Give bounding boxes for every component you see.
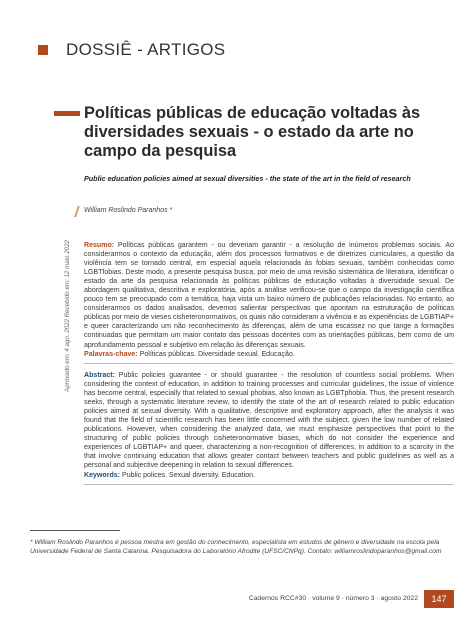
resumo-label: Resumo: xyxy=(84,242,115,249)
page-number: 147 xyxy=(424,590,454,608)
abstract-text: Public policies guarantee - or should guarantee - the resolution of countless social problems. When considering the context of education, in addition to training processes and curricular guidelines, the issue of violence has become central, especially that related to sexual phobias, also known as LGBTphobia. Thus, the present research seeks, through a systematic literature review, to identify the state of the art of research related to public education policies aimed at sexual diversity. With a qualitative, descriptive and exploratory approach, after the analysis it was found that the field of scientific research has been little concerned with the subject, given the low number of related publications. However, when considering the analyzed data, we must emphasize perspectives that point to the structuring of public policies through cisheteronormative biases, which do not consider the experience and experiences of LGBTIAP+ and queer, characterizing a non-recognition of differences, in addition to a scarcity in the that involve continuing education that allows greater contact between teachers and public guidelines as well as a personal and subjective deepening in relation to sexual differences. xyxy=(84,372,454,470)
footnote: * William Roslindo Paranhos é pessoa mestra em gestão do conhecimento, especialista em estudos de gênero e diversidade na escola pela Universidade Federal de Santa Catarina. Pesquisadora do Laboratório Afrodite (UFSC/CNPq). Contato: williamroslindoparanhos@gmail.com xyxy=(30,539,442,555)
section-label: DOSSIÊ - ARTIGOS xyxy=(66,40,226,59)
abstract-block xyxy=(84,371,454,471)
section-header xyxy=(38,40,225,60)
received-date: Recebido em: 12 maio 2022 xyxy=(63,240,71,318)
keywords-label: Keywords: xyxy=(84,472,121,479)
running-head: Cadernos RCC#30 · volume 9 · número 3 · agosto 2022 xyxy=(248,595,418,602)
palavras-chave-label: Palavras-chave: xyxy=(84,351,138,358)
approved-date: Aprovado em: 4 ago. 2022 xyxy=(63,319,71,393)
palavras-chave-block xyxy=(84,350,454,359)
title-bar-icon xyxy=(54,111,80,116)
divider xyxy=(84,484,454,485)
divider xyxy=(84,363,454,364)
side-notes xyxy=(52,240,82,393)
author-name: William Roslindo Paranhos * xyxy=(84,207,173,214)
keywords-block xyxy=(84,471,454,480)
author-mark-icon xyxy=(74,206,80,217)
resumo-block xyxy=(84,241,454,350)
keywords-text: Public polices. Sexual diversity. Education. xyxy=(120,472,256,479)
resumo-text: Políticas públicas garantem - ou deveriam garantir - a resolução de inúmeros problemas sociais. Ao considerarmos o contexto da educação, além dos processos formativos e de diretrizes curriculares, a questão da violência tem se tornado central, em especial aquela relacionada às fobias sexuais, também conhecidas como LGBTfobias. Deste modo, a presente pesquisa busca, por meio de uma revisão sistemática de literatura, identificar o estado da arte da pesquisa relacionada às políticas públicas de educação voltadas à diversidade sexual. De abordagem qualitativa, descritiva e exploratória, após a análise verificou-se que o campo da investigação científica pouco tem se preocupado com a temática, haja vista um baixo número de publicações relacionadas. No entanto, ao considerarmos os dados analisados, devemos salientar perspectivas que apontam na estruturação de políticas públicas por meio de vieses cisheteronormativos, os quais não consideram a vivência e as experiências de LGBTIAP+ e queer caracterizando um não reconhecimento às diferenças, além de uma escassez no que tange a formações continuadas que permitam um maior contato das pessoas docentes com as orientações públicas, bem como de um aprofundamento pessoal e subjetivo em relação às diferenças sexuais. xyxy=(84,242,454,349)
palavras-chave-text: Políticas públicas. Diversidade sexual. Educação. xyxy=(137,351,295,358)
abstract-label: Abstract: xyxy=(84,372,115,379)
footnote-rule xyxy=(30,530,120,531)
article-title: Políticas públicas de educação voltadas às diversidades sexuais - o estado da arte no campo da pesquisa xyxy=(84,104,421,160)
section-square-icon xyxy=(38,45,48,55)
article-subtitle: Public education policies aimed at sexual diversities - the state of the art in the field of research xyxy=(84,174,411,183)
